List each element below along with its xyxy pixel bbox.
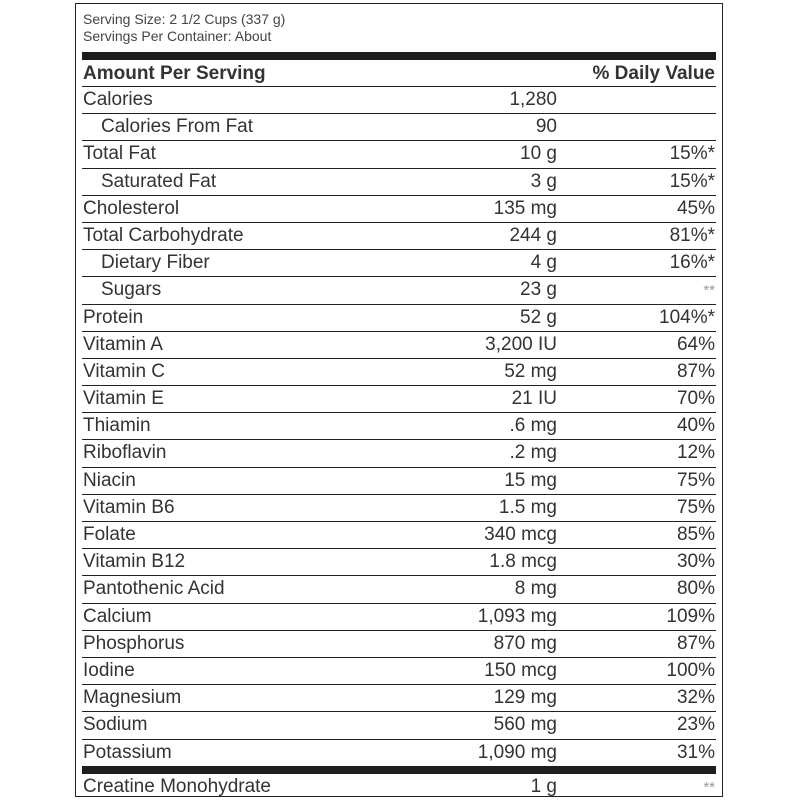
nutrient-amount: 1 g	[530, 776, 557, 797]
table-row	[82, 413, 716, 440]
table-row	[82, 658, 716, 685]
nutrient-daily-value: 109%	[666, 605, 715, 627]
table-row	[82, 549, 716, 576]
nutrient-rows	[82, 87, 716, 767]
nutrient-amount: 3,200 IU	[485, 333, 557, 355]
table-row	[82, 87, 716, 114]
nutrient-name: Phosphorus	[83, 632, 185, 654]
nutrient-name: Iodine	[83, 659, 135, 681]
nutrient-name: Vitamin A	[83, 333, 163, 355]
nutrient-daily-value: 104%*	[659, 306, 715, 328]
table-row	[82, 114, 716, 141]
nutrient-daily-value: 100%	[666, 659, 715, 681]
nutrient-amount: 90	[535, 116, 557, 138]
nutrient-amount: 52 mg	[504, 360, 557, 382]
table-row	[82, 440, 716, 467]
nutrient-name: Cholesterol	[83, 197, 180, 219]
nutrient-daily-value: 23%	[676, 714, 715, 736]
nutrient-daily-value: 30%	[676, 551, 715, 573]
nutrient-name: Creatine Monohydrate	[83, 776, 271, 797]
table-row	[82, 277, 716, 304]
table-row	[82, 141, 716, 168]
nutrient-daily-value: 70%	[676, 388, 715, 410]
nutrient-amount: 870 mg	[493, 632, 557, 654]
nutrient-daily-value: 64%	[676, 333, 715, 355]
nutrient-daily-value: **	[703, 282, 715, 300]
nutrient-name: Thiamin	[83, 415, 151, 437]
nutrient-amount: 129 mg	[493, 687, 557, 709]
daily-value-heading: % Daily Value	[592, 63, 715, 84]
table-row	[82, 522, 716, 549]
nutrient-daily-value: 85%	[676, 524, 715, 545]
nutrient-daily-value: 16%*	[669, 252, 715, 274]
nutrient-amount: 4 g	[530, 252, 557, 274]
nutrient-amount: .6 mg	[509, 415, 557, 437]
nutrient-name: Saturated Fat	[101, 170, 217, 192]
table-row	[82, 685, 716, 712]
nutrient-amount: 340 mcg	[484, 524, 557, 545]
nutrient-name: Calcium	[83, 605, 152, 627]
nutrient-daily-value: 40%	[676, 415, 715, 437]
nutrient-daily-value: 75%	[676, 469, 715, 491]
nutrient-daily-value: 75%	[676, 496, 715, 518]
table-row	[82, 712, 716, 739]
nutrient-daily-value: 81%*	[669, 224, 715, 246]
nutrient-name: Potassium	[83, 741, 172, 763]
nutrient-amount: 21 IU	[511, 388, 557, 410]
nutrient-amount: 1.8 mcg	[489, 551, 557, 573]
servings-per-container: Servings Per Container: About	[83, 28, 272, 44]
table-row	[82, 774, 716, 798]
table-row	[82, 631, 716, 658]
nutrient-amount: 1,090 mg	[477, 741, 557, 763]
table-row	[82, 576, 716, 603]
amount-per-serving-heading: Amount Per Serving	[83, 63, 266, 84]
nutrient-amount: 52 g	[520, 306, 557, 328]
nutrient-name: Vitamin B6	[83, 496, 175, 518]
table-row	[82, 468, 716, 495]
nutrient-amount: 150 mcg	[484, 659, 557, 681]
nutrient-name: Total Carbohydrate	[83, 224, 244, 246]
nutrient-name: Riboflavin	[83, 442, 167, 464]
table-row	[82, 359, 716, 386]
nutrient-name: Calories	[83, 89, 153, 110]
nutrient-daily-value: 87%	[676, 360, 715, 382]
nutrient-name: Folate	[83, 524, 136, 545]
nutrient-daily-value: 87%	[676, 632, 715, 654]
serving-size: Serving Size: 2 1/2 Cups (337 g)	[83, 11, 286, 27]
nutrient-daily-value: 15%*	[669, 143, 715, 165]
nutrient-name: Calories From Fat	[101, 116, 254, 138]
nutrient-amount: 244 g	[509, 224, 557, 246]
table-row	[82, 495, 716, 522]
nutrient-amount: 3 g	[530, 170, 557, 192]
table-row	[82, 196, 716, 223]
nutrient-amount: 1,280	[509, 89, 557, 110]
table-row	[82, 386, 716, 413]
nutrient-name: Pantothenic Acid	[83, 578, 225, 600]
nutrient-name: Vitamin E	[83, 388, 164, 410]
nutrient-daily-value: 31%	[676, 741, 715, 763]
nutrient-amount: 23 g	[520, 279, 557, 301]
nutrient-name: Dietary Fiber	[101, 252, 210, 274]
nutrient-amount: 10 g	[520, 143, 557, 165]
nutrient-name: Sodium	[83, 714, 148, 736]
nutrient-name: Vitamin C	[83, 360, 166, 382]
nutrient-name: Sugars	[101, 279, 162, 301]
table-row	[82, 223, 716, 250]
nutrient-amount: 15 mg	[504, 469, 557, 491]
table-row	[82, 604, 716, 631]
nutrient-name: Total Fat	[83, 143, 156, 165]
thick-divider-bottom	[82, 766, 716, 774]
table-row	[82, 169, 716, 196]
nutrient-daily-value: 80%	[676, 578, 715, 600]
nutrient-daily-value: **	[703, 779, 715, 796]
table-row	[82, 250, 716, 277]
nutrient-name: Protein	[83, 306, 144, 328]
nutrient-name: Vitamin B12	[83, 551, 186, 573]
serving-info	[83, 11, 285, 45]
nutrient-amount: 1.5 mg	[498, 496, 557, 518]
nutrition-facts-panel	[75, 3, 723, 797]
nutrient-amount: 135 mg	[493, 197, 557, 219]
nutrient-daily-value: 32%	[676, 687, 715, 709]
nutrient-name: Magnesium	[83, 687, 182, 709]
nutrient-amount: 1,093 mg	[477, 605, 557, 627]
nutrient-amount: 8 mg	[514, 578, 557, 600]
table-row	[82, 305, 716, 332]
nutrient-daily-value: 15%*	[669, 170, 715, 192]
nutrient-name: Niacin	[83, 469, 136, 491]
table-header	[82, 60, 716, 87]
nutrient-daily-value: 12%	[676, 442, 715, 464]
nutrient-daily-value: 45%	[676, 197, 715, 219]
thick-divider-top	[82, 52, 716, 60]
table-row	[82, 740, 716, 767]
nutrient-amount: 560 mg	[493, 714, 557, 736]
table-row	[82, 332, 716, 359]
nutrient-amount: .2 mg	[509, 442, 557, 464]
